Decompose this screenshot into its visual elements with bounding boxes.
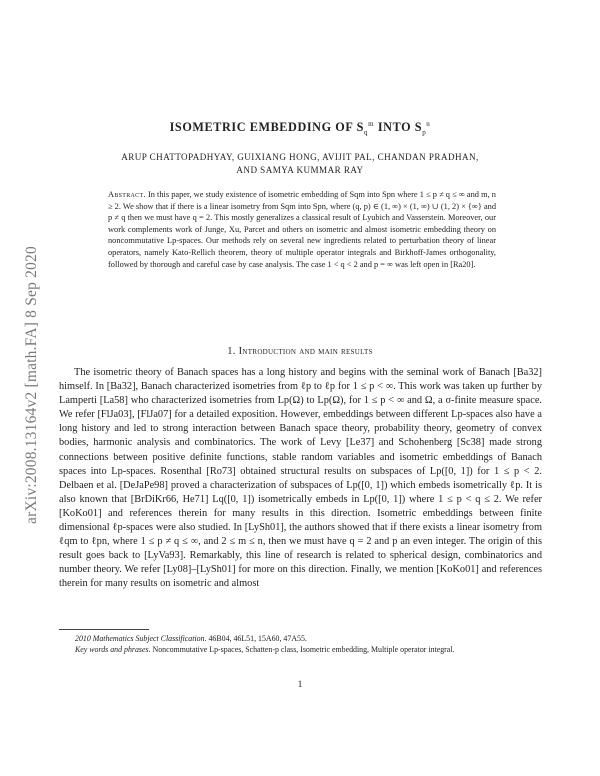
author-line: AND SAMYA KUMMAR RAY xyxy=(236,164,364,175)
keywords-text: Noncommutative Lp-spaces, Schatten-p class, Isometric embedding, Multiple operator integral. xyxy=(150,645,455,655)
body-paragraph: The isometric theory of Banach spaces has a long history and begins with the seminal work of Banach [Ba32] himself. In [Ba32], Banach characterized isometries from ℓp to ℓp for 1 ≤ p < ∞. This work was taken up further by Lamperti [La58] who characterized isometries from Lp(Ω) to Lp(Ω), for 1 ≤ p < ∞ and Ω, a σ-finite measure space. We refer [FlJa03], [FlJa07] for a detailed exposition. However, embeddings between different Lp-spaces also have a long history and led to strong interaction between Banach space theory, probability theory, geometry of convex bodies, harmonic analysis and combinatorics. The work of Levy [Le37] and Schohenberg [Sc38] made strong connections between positive definite functions, stable random variables and isometric embeddings of Banach spaces into Lp-spaces. Rosenthal [Ro73] obtained structural results on subspaces of Lp([0, 1]) for 1 ≤ p < 2. Delbaen et al. [DeJaPe98] proved a characterization of subspaces of Lp([0, 1]) which embeds isometrically ℓp. It is also known that [BrDiKr66, He71] Lq([0, 1]) isometrically embeds in Lp([0, 1]) where 1 ≤ p < q ≤ 2. We refer [KoKo01] and references therein for many results in this direction. Isometric embeddings between finite dimensional ℓp-spaces were also studied. In [LySh01], the authors showed that if there exists a linear isometry from ℓqm to ℓpn, where 1 ≤ p ≠ q ≤ ∞, and 2 ≤ m ≤ n, then we must have q = 2 and p an even integer. The origin of this result goes back to [LyVa93]. Remarkably, this line of research is related to spherical design, combinatorics and number theory. We refer [Ly08]–[LySh01] for more on this direction. Finally, we mention [KoKo01] and references therein for many results on isometric and almost xyxy=(59,367,542,590)
abstract xyxy=(108,189,496,270)
author-line: ARUP CHATTOPADHYAY, GUIXIANG HONG, AVIJIT PAL, CHANDAN PRADHAN, xyxy=(121,152,479,162)
body-text xyxy=(59,366,542,592)
title-sup-m: m xyxy=(368,120,375,128)
author-list xyxy=(90,151,510,176)
msc-codes: 46B04, 46L51, 15A60, 47A55. xyxy=(206,634,307,643)
footnote-msc xyxy=(59,633,542,644)
arxiv-stamp-text: arXiv:2008.13164v2 [math.FA] 8 Sep 2020 xyxy=(23,245,40,524)
page-number: 1 xyxy=(297,680,303,690)
title-middle: INTO S xyxy=(374,120,423,135)
footnotes xyxy=(59,633,542,656)
title-sup-n: n xyxy=(426,120,431,128)
footnote-rule xyxy=(59,629,149,630)
abstract-label: Abstract. xyxy=(108,190,146,199)
footnote-keywords xyxy=(59,644,542,655)
title-sub-q: q xyxy=(364,128,369,137)
section-heading: 1. Introduction and main results xyxy=(227,346,373,357)
arxiv-identifier-stamp xyxy=(22,172,42,597)
paper-title xyxy=(70,120,530,137)
keywords-label: Key words and phrases. xyxy=(75,645,151,655)
title-prefix: ISOMETRIC EMBEDDING OF S xyxy=(169,120,365,135)
title-sub-p: p xyxy=(422,128,427,137)
abstract-text: In this paper, we study existence of isometric embedding of Sqm into Spn where 1 ≤ p ≠ q ≤ ∞ and m, n ≥ 2. We show that if there is a linear isometry from Sqm into Spn, where (q, p) ∈ (1, ∞) × (1, ∞) ∪ (1, 2) × {∞} and p ≠ q then we must have q = 2. This mostly generalizes a classical result of Lyubich and Vasserstein. Moreover, our work complements work of Junge, Xu, Parcet and others on isometric and almost isometric embedding theory on noncommutative Lp-spaces. Our methods rely on several new ingredients related to perturbation theory of linear operators, namely Kato-Rellich theorem, theory of multiple operator integrals and Birkhoff-James orthogonality, followed by thorough and careful case by case analysis. The case 1 < q < 2 and p = ∞ was left open in [Ra20]. xyxy=(108,190,496,269)
msc-label: 2010 Mathematics Subject Classification. xyxy=(75,634,207,643)
